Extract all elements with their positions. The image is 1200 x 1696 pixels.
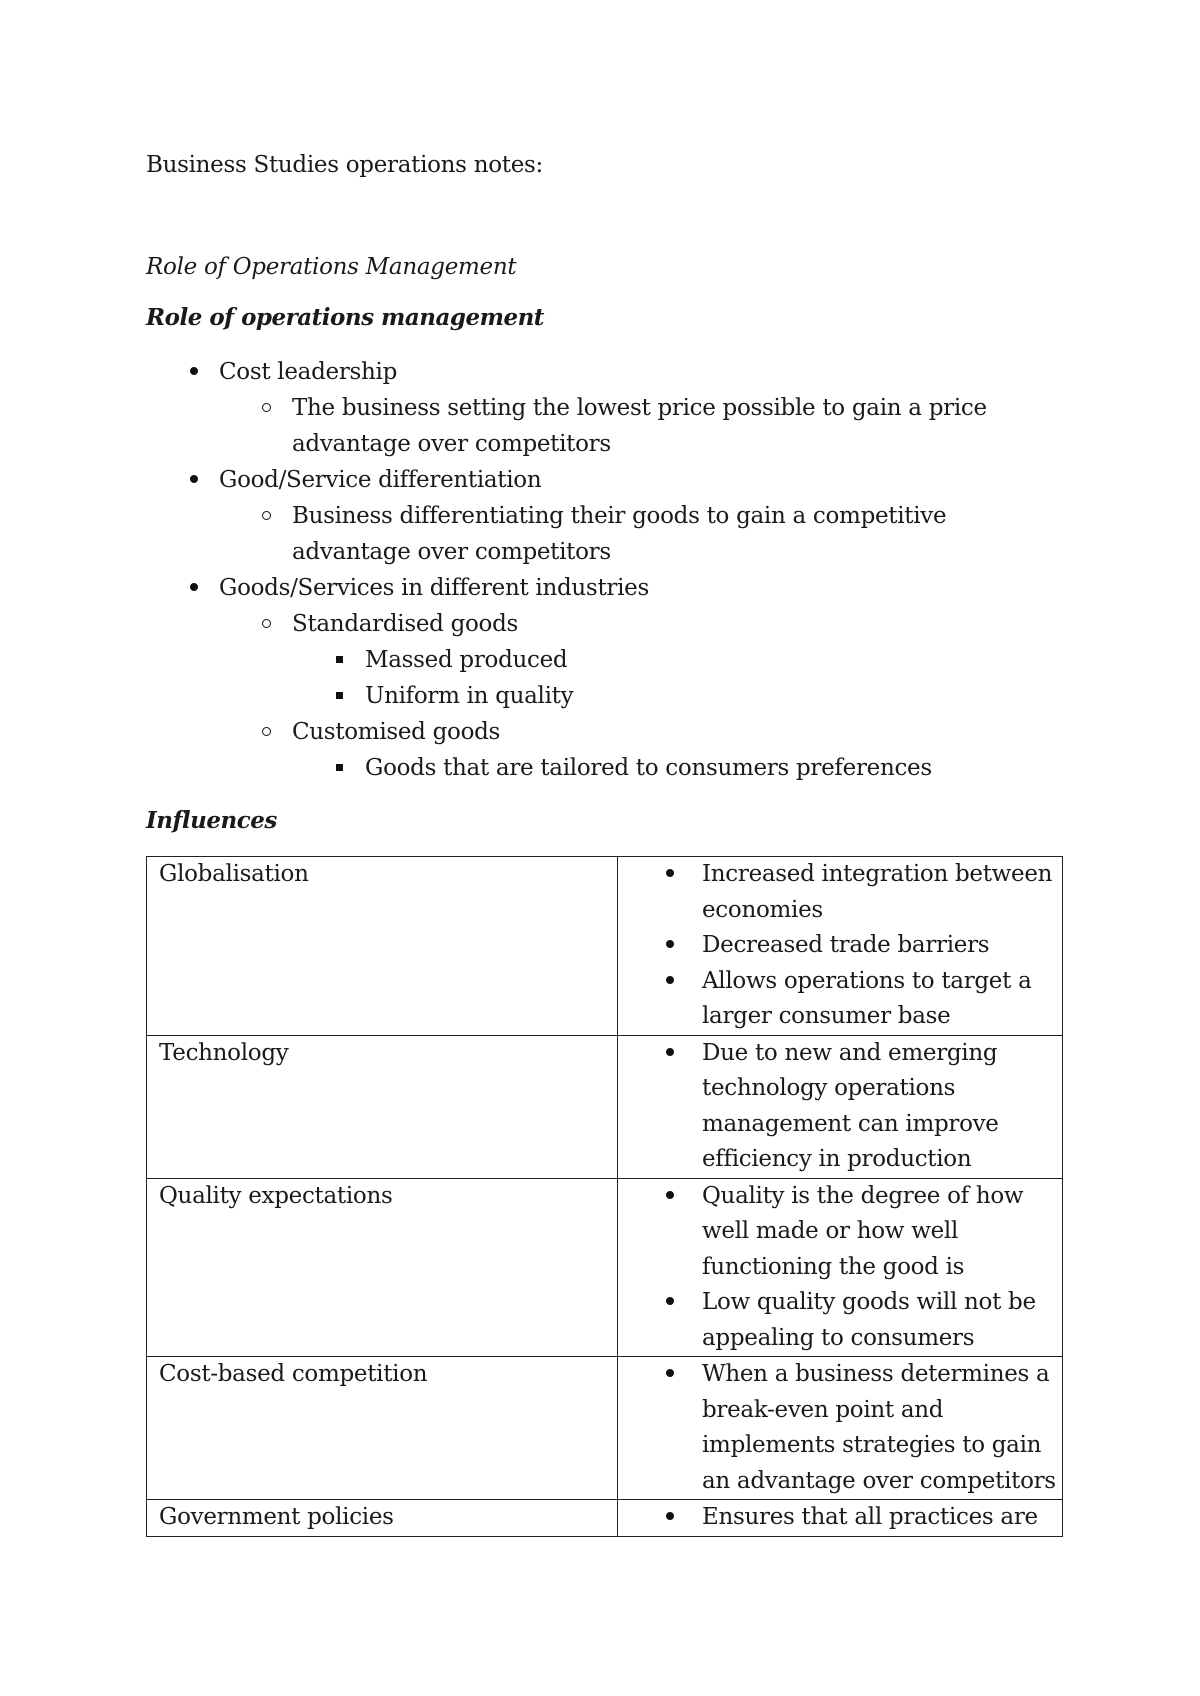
influence-points-list xyxy=(618,1036,1062,1178)
list-item-level-2 xyxy=(146,714,1066,750)
influence-points-cell xyxy=(618,857,1063,1036)
bullet-circle-icon xyxy=(256,498,276,534)
bullet-dot-icon xyxy=(660,964,680,1000)
bullet-dot-icon xyxy=(184,354,204,390)
list-item-level-1 xyxy=(146,570,1066,606)
influence-point xyxy=(702,1285,1062,1356)
bullet-dot-icon xyxy=(184,570,204,606)
influence-point xyxy=(702,857,1062,928)
influence-point-text: When a business determines a break-even point and implements strategies to gain an advantage over competitors xyxy=(702,1361,1056,1494)
list-item-text: Uniform in quality xyxy=(365,683,574,709)
bullet-dot-icon xyxy=(660,1285,680,1321)
list-item-level-1 xyxy=(146,462,1066,498)
list-item-text: Massed produced xyxy=(365,647,568,673)
influence-factor-cell: Technology xyxy=(147,1035,618,1178)
influence-points-cell xyxy=(618,1357,1063,1500)
influence-points-cell xyxy=(618,1178,1063,1357)
list-item-level-1 xyxy=(146,354,1066,390)
bullet-dot-icon xyxy=(184,462,204,498)
bullet-dot-icon xyxy=(660,1036,680,1072)
list-item-text: Goods/Services in different industries xyxy=(219,575,649,601)
bullet-dot-icon xyxy=(660,857,680,893)
bullet-square-icon xyxy=(329,642,349,678)
influence-point xyxy=(702,964,1062,1035)
influence-points-list xyxy=(618,857,1062,1035)
list-item-level-2 xyxy=(146,390,1066,462)
influence-point xyxy=(702,1500,1062,1536)
bullet-square-icon xyxy=(329,750,349,786)
list-item-text: Goods that are tailored to consumers preferences xyxy=(365,755,932,781)
influence-point-text: Decreased trade barriers xyxy=(702,932,990,958)
list-item-level-3 xyxy=(146,642,1066,678)
list-item-text: The business setting the lowest price possible to gain a price advantage over competitors xyxy=(292,395,987,457)
influence-point xyxy=(702,928,1062,964)
influence-points-cell xyxy=(618,1035,1063,1178)
influence-points-list xyxy=(618,1500,1062,1536)
influence-point xyxy=(702,1179,1062,1286)
bullet-circle-icon xyxy=(256,606,276,642)
list-item-level-2 xyxy=(146,498,1066,570)
influence-points-cell xyxy=(618,1500,1063,1537)
influences-table xyxy=(146,856,1063,1537)
bullet-circle-icon xyxy=(256,390,276,426)
influence-point-text: Quality is the degree of how well made or how well functioning the good is xyxy=(702,1182,1024,1280)
list-item-text: Cost leadership xyxy=(219,359,398,385)
list-item-level-3 xyxy=(146,678,1066,714)
influence-factor-cell: Quality expectations xyxy=(147,1178,618,1357)
bullet-dot-icon xyxy=(660,1179,680,1215)
list-item-text: Customised goods xyxy=(292,719,501,745)
influence-factor-cell: Globalisation xyxy=(147,857,618,1036)
influence-factor-cell: Government policies xyxy=(147,1500,618,1537)
bullet-dot-icon xyxy=(660,1357,680,1393)
influence-points-list xyxy=(618,1179,1062,1357)
document-title: Business Studies operations notes: xyxy=(146,152,543,178)
list-item-level-2 xyxy=(146,606,1066,642)
section-heading-role: Role of operations management xyxy=(146,304,544,331)
influence-point xyxy=(702,1357,1062,1499)
bullet-square-icon xyxy=(329,678,349,714)
bullet-dot-icon xyxy=(660,1500,680,1536)
list-item-text: Good/Service differentiation xyxy=(219,467,542,493)
influence-factor-cell: Cost-based competition xyxy=(147,1357,618,1500)
table-row xyxy=(147,857,1063,1036)
roles-list xyxy=(146,354,1066,786)
table-row xyxy=(147,1500,1063,1537)
influence-point-text: Low quality goods will not be appealing to consumers xyxy=(702,1289,1036,1351)
table-row xyxy=(147,1357,1063,1500)
list-item-text: Standardised goods xyxy=(292,611,519,637)
table-row xyxy=(147,1035,1063,1178)
influence-point-text: Increased integration between economies xyxy=(702,861,1053,923)
influence-point-text: Allows operations to target a larger consumer base xyxy=(702,967,1032,1029)
topic-heading: Role of Operations Management xyxy=(146,254,517,280)
influence-point-text: Ensures that all practices are xyxy=(702,1504,1038,1530)
influence-points-list xyxy=(618,1357,1062,1499)
influence-point xyxy=(702,1036,1062,1178)
list-item-level-3 xyxy=(146,750,1066,786)
table-row xyxy=(147,1178,1063,1357)
influence-point-text: Due to new and emerging technology operations management can improve efficiency in production xyxy=(702,1039,999,1172)
list-item-text: Business differentiating their goods to gain a competitive advantage over competitors xyxy=(292,503,947,565)
section-heading-influences: Influences xyxy=(146,807,277,834)
bullet-dot-icon xyxy=(660,928,680,964)
bullet-circle-icon xyxy=(256,714,276,750)
